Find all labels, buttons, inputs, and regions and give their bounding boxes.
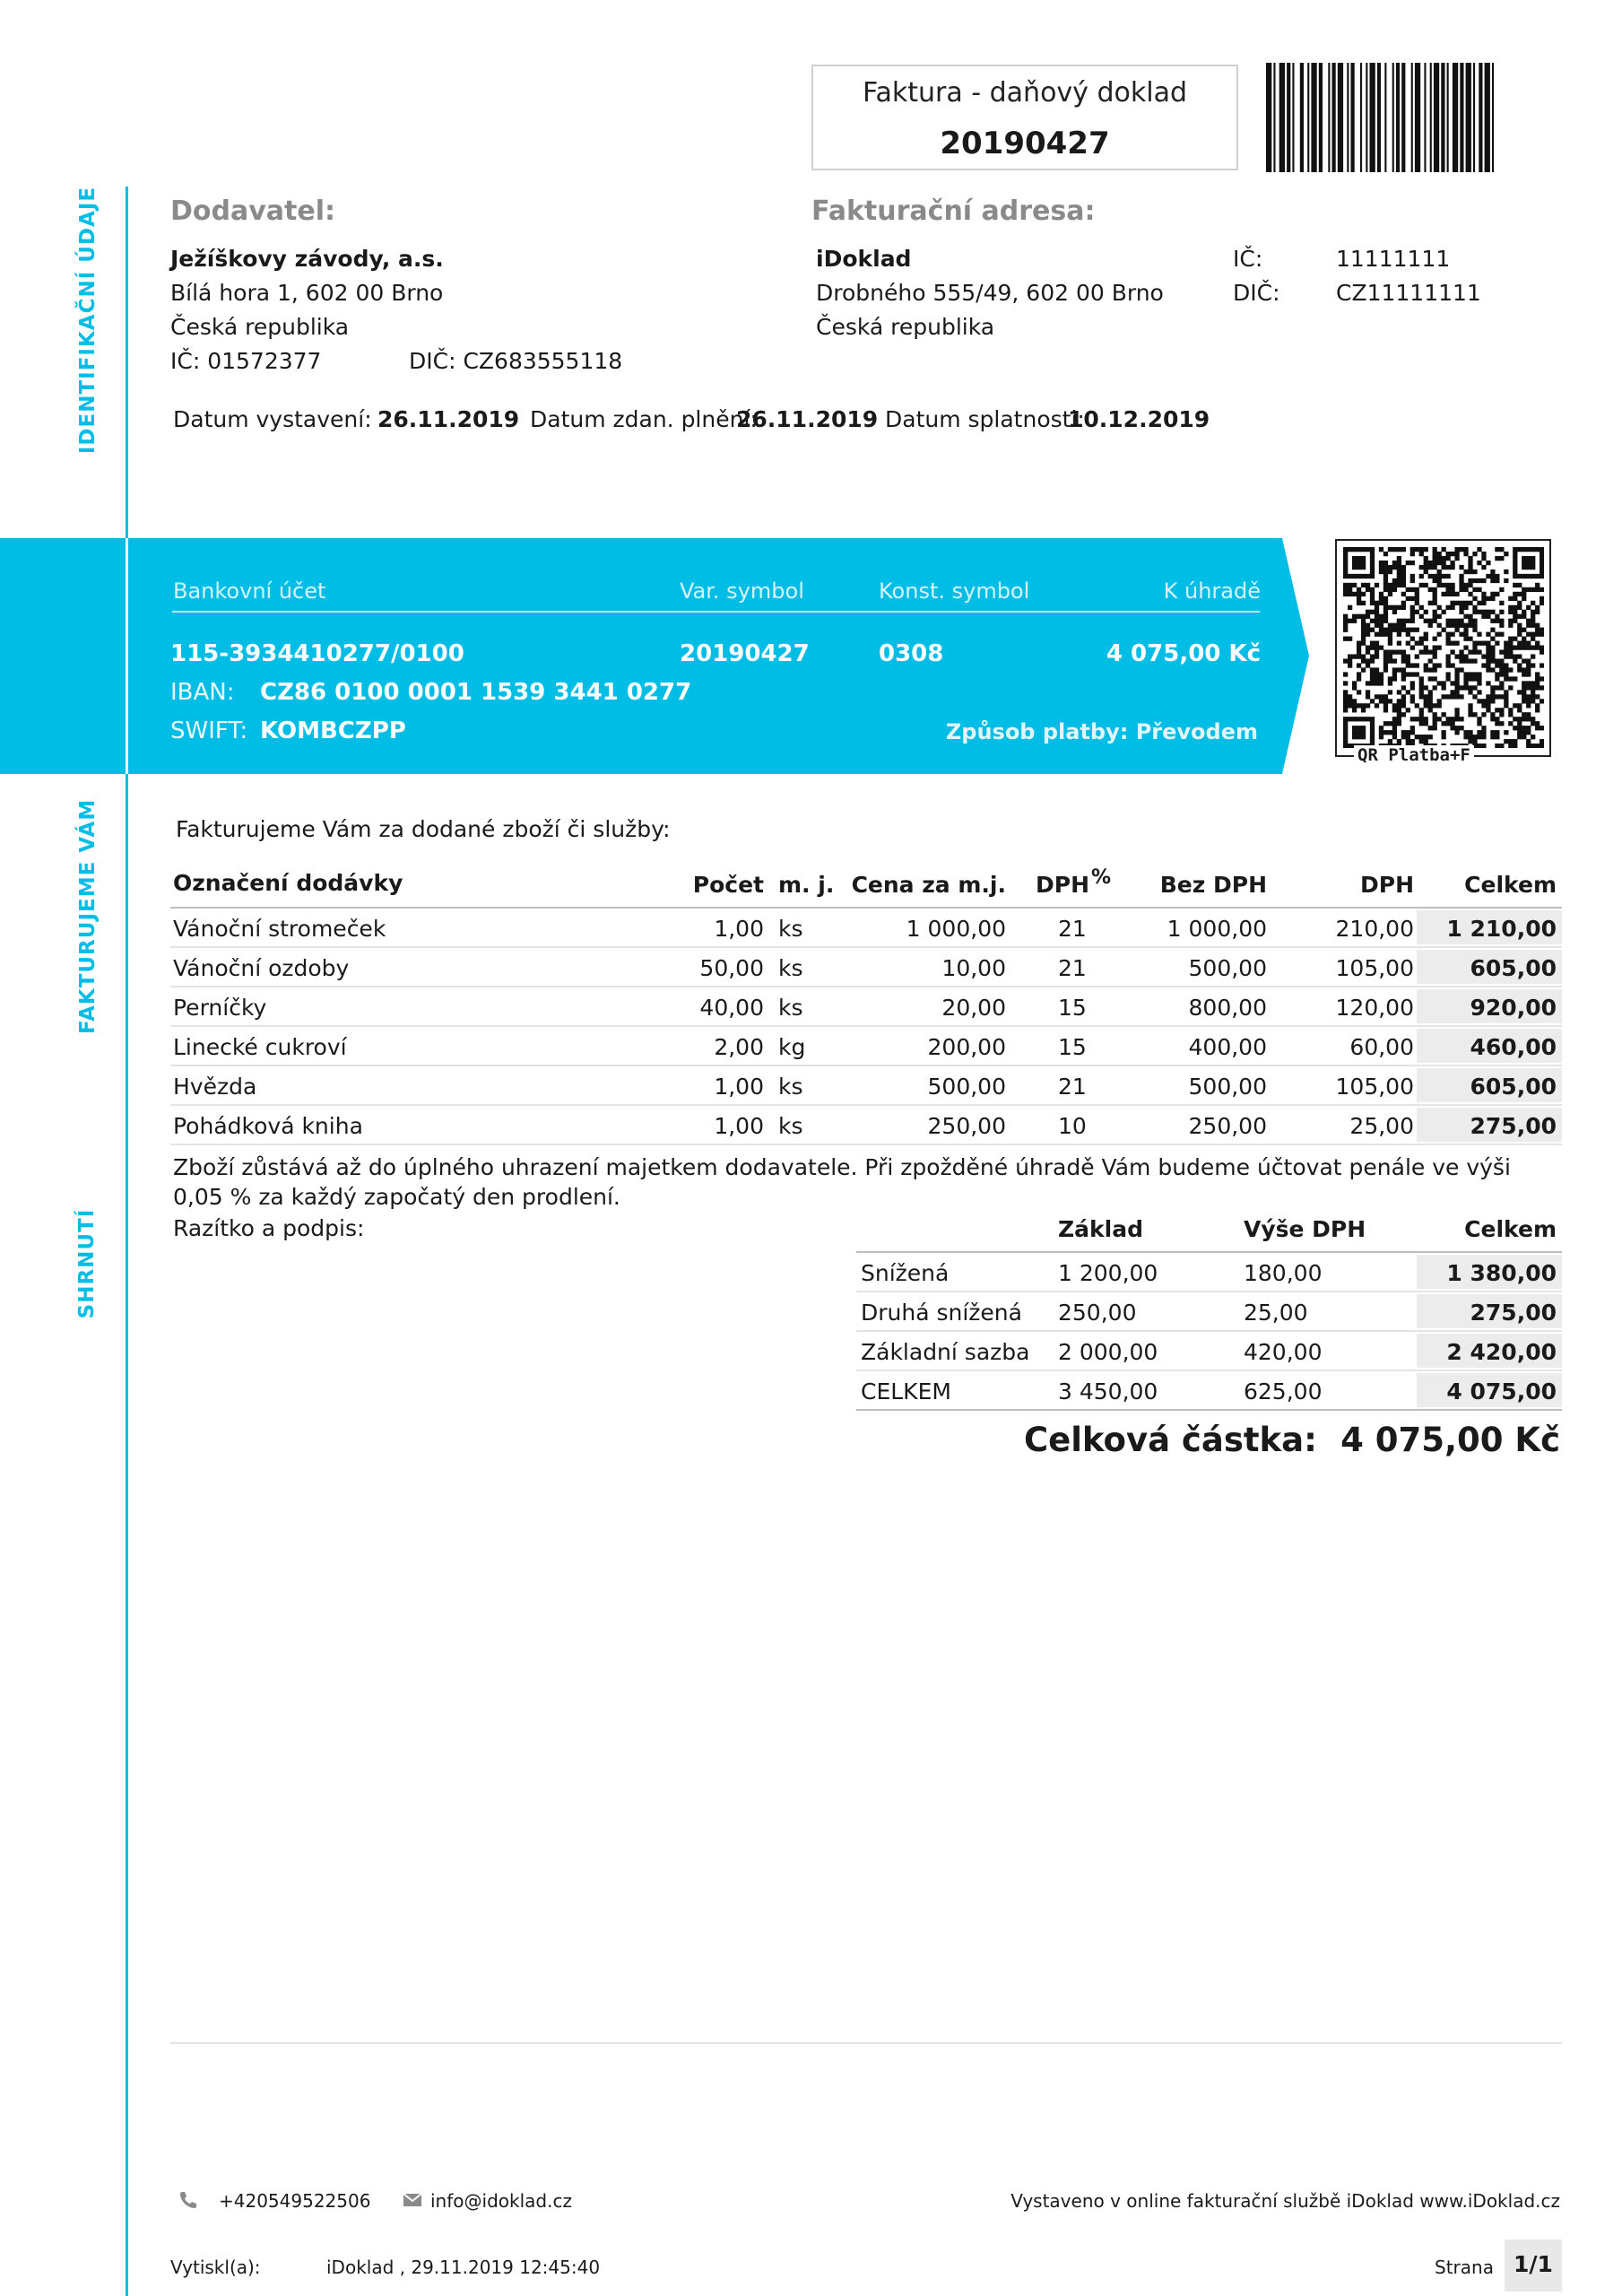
items-header-line [170,907,1562,909]
swift-label: SWIFT: [170,718,248,744]
side-label-summary: SHRNUTÍ [75,1208,99,1319]
issued-date-label: Datum vystavení: [173,406,372,432]
item-net: 1 000,00 [1167,916,1267,942]
item-vat: 105,00 [1335,955,1414,981]
qr-caption: QR Platba+F [1354,745,1474,765]
item-vat: 105,00 [1335,1074,1414,1100]
item-unit: ks [778,916,803,942]
page-label: Strana [1435,2257,1494,2278]
side-label-identification: IDENTIFIKAČNÍ ÚDAJE [76,186,100,455]
item-unit-price: 1 000,00 [906,916,1006,942]
summary-header-total: Celkem [1464,1216,1557,1242]
billing-dic-label: DIČ: [1233,280,1280,306]
item-total: 1 210,00 [1446,916,1557,942]
supplier-name: Ježíškovy závody, a.s. [170,246,444,272]
item-vat: 210,00 [1335,916,1414,942]
summary-rate-label: Základní sazba [861,1339,1030,1365]
item-row-divider [170,1104,1562,1106]
summary-vat: 625,00 [1244,1378,1323,1405]
bank-account-value: 115-3934410277/0100 [170,640,464,667]
item-net: 500,00 [1188,955,1267,981]
footer-divider [170,2042,1562,2044]
item-name: Vánoční ozdoby [173,955,350,981]
summary-total: 1 380,00 [1446,1260,1557,1286]
item-vat-rate: 21 [1058,955,1087,981]
printed-label: Vytiskl(a): [170,2257,261,2278]
const-symbol-value: 0308 [879,640,944,667]
iban-label: IBAN: [170,679,235,706]
grand-total-value: 4 075,00 Kč [1340,1421,1560,1459]
col-header-unit: m. j. [778,872,835,898]
summary-row-divider [856,1330,1562,1332]
item-vat: 120,00 [1335,995,1414,1021]
summary-base: 2 000,00 [1058,1339,1158,1365]
to-pay-value: 4 075,00 Kč [1106,640,1261,667]
item-unit: ks [778,955,803,981]
item-name: Pohádková kniha [173,1113,363,1139]
item-qty: 2,00 [714,1034,764,1060]
col-header-vat-pct: % [1091,866,1112,889]
item-unit: ks [778,995,803,1021]
item-unit: kg [778,1034,806,1060]
barcode-image [1266,63,1540,172]
billing-street: Drobného 555/49, 602 00 Brno [816,280,1164,306]
item-unit: ks [778,1074,803,1100]
summary-base: 1 200,00 [1058,1260,1158,1286]
billing-ic-value: 11111111 [1336,246,1451,272]
item-unit: ks [778,1113,803,1139]
taxable-date-label: Datum zdan. plnění: [530,406,758,432]
col-header-qty: Počet [692,872,764,898]
var-symbol-value: 20190427 [680,640,810,667]
item-vat: 25,00 [1349,1113,1414,1139]
due-date-label: Datum splatnosti: [885,406,1085,432]
item-total: 605,00 [1470,1074,1557,1100]
billing-heading: Fakturační adresa: [811,196,1096,227]
item-qty: 1,00 [714,1074,764,1100]
document-title: Faktura - daňový doklad [862,77,1188,109]
billing-ic-label: IČ: [1233,246,1263,272]
summary-total: 4 075,00 [1446,1378,1557,1405]
col-header-total: Celkem [1464,872,1557,898]
summary-total: 2 420,00 [1446,1339,1557,1365]
item-total: 605,00 [1470,955,1557,981]
summary-rate-label: Snížená [861,1260,950,1286]
supplier-dic: DIČ: CZ683555118 [409,348,623,374]
items-intro: Fakturujeme Vám za dodané zboží či služby: [176,816,671,842]
col-header-name: Označení dodávky [173,870,403,896]
summary-vat: 420,00 [1244,1339,1323,1365]
item-qty: 50,00 [699,955,764,981]
billing-dic-value: CZ11111111 [1336,280,1481,306]
side-label-invoicing: FAKTURUJEME VÁM [76,798,100,1034]
item-vat-rate: 10 [1058,1113,1087,1139]
item-unit-price: 10,00 [941,955,1006,981]
item-qty: 40,00 [699,995,764,1021]
supplier-heading: Dodavatel: [170,196,335,227]
item-total: 920,00 [1470,995,1557,1021]
billing-country: Česká republika [816,314,995,340]
item-net: 400,00 [1188,1034,1267,1060]
item-net: 250,00 [1188,1113,1267,1139]
summary-base: 3 450,00 [1058,1378,1158,1405]
summary-row-divider [856,1409,1562,1411]
grand-total-label: Celková částka: [1024,1421,1317,1459]
const-symbol-label: Konst. symbol [879,578,1030,604]
summary-header-line [856,1251,1562,1253]
item-net: 500,00 [1188,1074,1267,1100]
items-note: Zboží zůstává až do úplného uhrazení majetkem dodavatele. Při zpožděné úhradě Vám budeme účtovat penále ve výši 0,05 % za každý započatý den prodlení. [173,1154,1511,1210]
supplier-country: Česká republika [170,314,350,340]
supplier-street: Bílá hora 1, 602 00 Brno [170,280,444,306]
iban-value: CZ86 0100 0001 1539 3441 0277 [260,679,692,706]
col-header-net: Bez DPH [1159,872,1267,898]
summary-base: 250,00 [1058,1300,1137,1326]
summary-row-divider [856,1370,1562,1371]
side-rail [126,187,128,2296]
page-number: 1/1 [1514,2251,1553,2277]
item-vat-rate: 15 [1058,1034,1087,1060]
email-icon [403,2192,422,2208]
item-unit-price: 20,00 [941,995,1006,1021]
taxable-date-value: 26.11.2019 [736,406,879,432]
due-date-value: 10.12.2019 [1068,406,1210,432]
summary-row-divider [856,1291,1562,1292]
qr-code-image [1343,547,1544,748]
summary-rate-label: Druhá snížená [861,1300,1022,1326]
phone-icon [178,2190,198,2210]
col-header-vat: DPH [1360,872,1414,898]
stamp-label: Razítko a podpis: [173,1215,365,1241]
item-total: 275,00 [1470,1113,1557,1139]
item-row-divider [170,1065,1562,1066]
summary-rate-label: CELKEM [861,1378,951,1405]
summary-header-vat: Výše DPH [1244,1216,1366,1242]
item-vat-rate: 21 [1058,916,1087,942]
printed-value: iDoklad , 29.11.2019 12:45:40 [326,2257,601,2278]
document-number: 20190427 [940,126,1110,161]
to-pay-label: K úhradě [1163,578,1261,604]
var-symbol-label: Var. symbol [680,578,804,604]
item-unit-price: 500,00 [927,1074,1006,1100]
document-title-box [811,65,1238,170]
summary-vat: 180,00 [1244,1260,1323,1286]
bank-account-label: Bankovní účet [173,578,326,604]
swift-value: KOMBCZPP [260,718,406,744]
footer-service: Vystaveno v online fakturační službě iDoklad www.iDoklad.cz [1010,2190,1560,2212]
summary-total: 275,00 [1470,1300,1557,1326]
col-header-price: Cena za m.j. [851,872,1006,898]
footer-phone: +420549522506 [219,2190,371,2212]
summary-vat: 25,00 [1244,1300,1308,1326]
footer-email: info@idoklad.cz [430,2190,572,2212]
summary-header-base: Základ [1058,1216,1143,1242]
item-total: 460,00 [1470,1034,1557,1060]
item-unit-price: 200,00 [927,1034,1006,1060]
item-row-divider [170,986,1562,987]
item-row-divider [170,1144,1562,1145]
item-name: Linecké cukroví [173,1034,347,1060]
item-net: 800,00 [1188,995,1267,1021]
billing-name: iDoklad [816,246,912,272]
item-vat-rate: 15 [1058,995,1087,1021]
item-row-divider [170,946,1562,948]
item-vat-rate: 21 [1058,1074,1087,1100]
item-name: Perníčky [173,995,267,1021]
item-unit-price: 250,00 [927,1113,1006,1139]
qr-code-frame [1335,539,1551,757]
item-qty: 1,00 [714,1113,764,1139]
item-name: Hvězda [173,1074,257,1100]
supplier-ic: IČ: 01572377 [170,348,322,374]
payment-method: Způsob platby: Převodem [945,719,1258,744]
item-name: Vánoční stromeček [173,916,386,942]
item-vat: 60,00 [1349,1034,1414,1060]
item-row-divider [170,1025,1562,1027]
issued-date-value: 26.11.2019 [377,406,520,432]
item-qty: 1,00 [714,916,764,942]
col-header-vat-rate: DPH [1036,872,1089,898]
